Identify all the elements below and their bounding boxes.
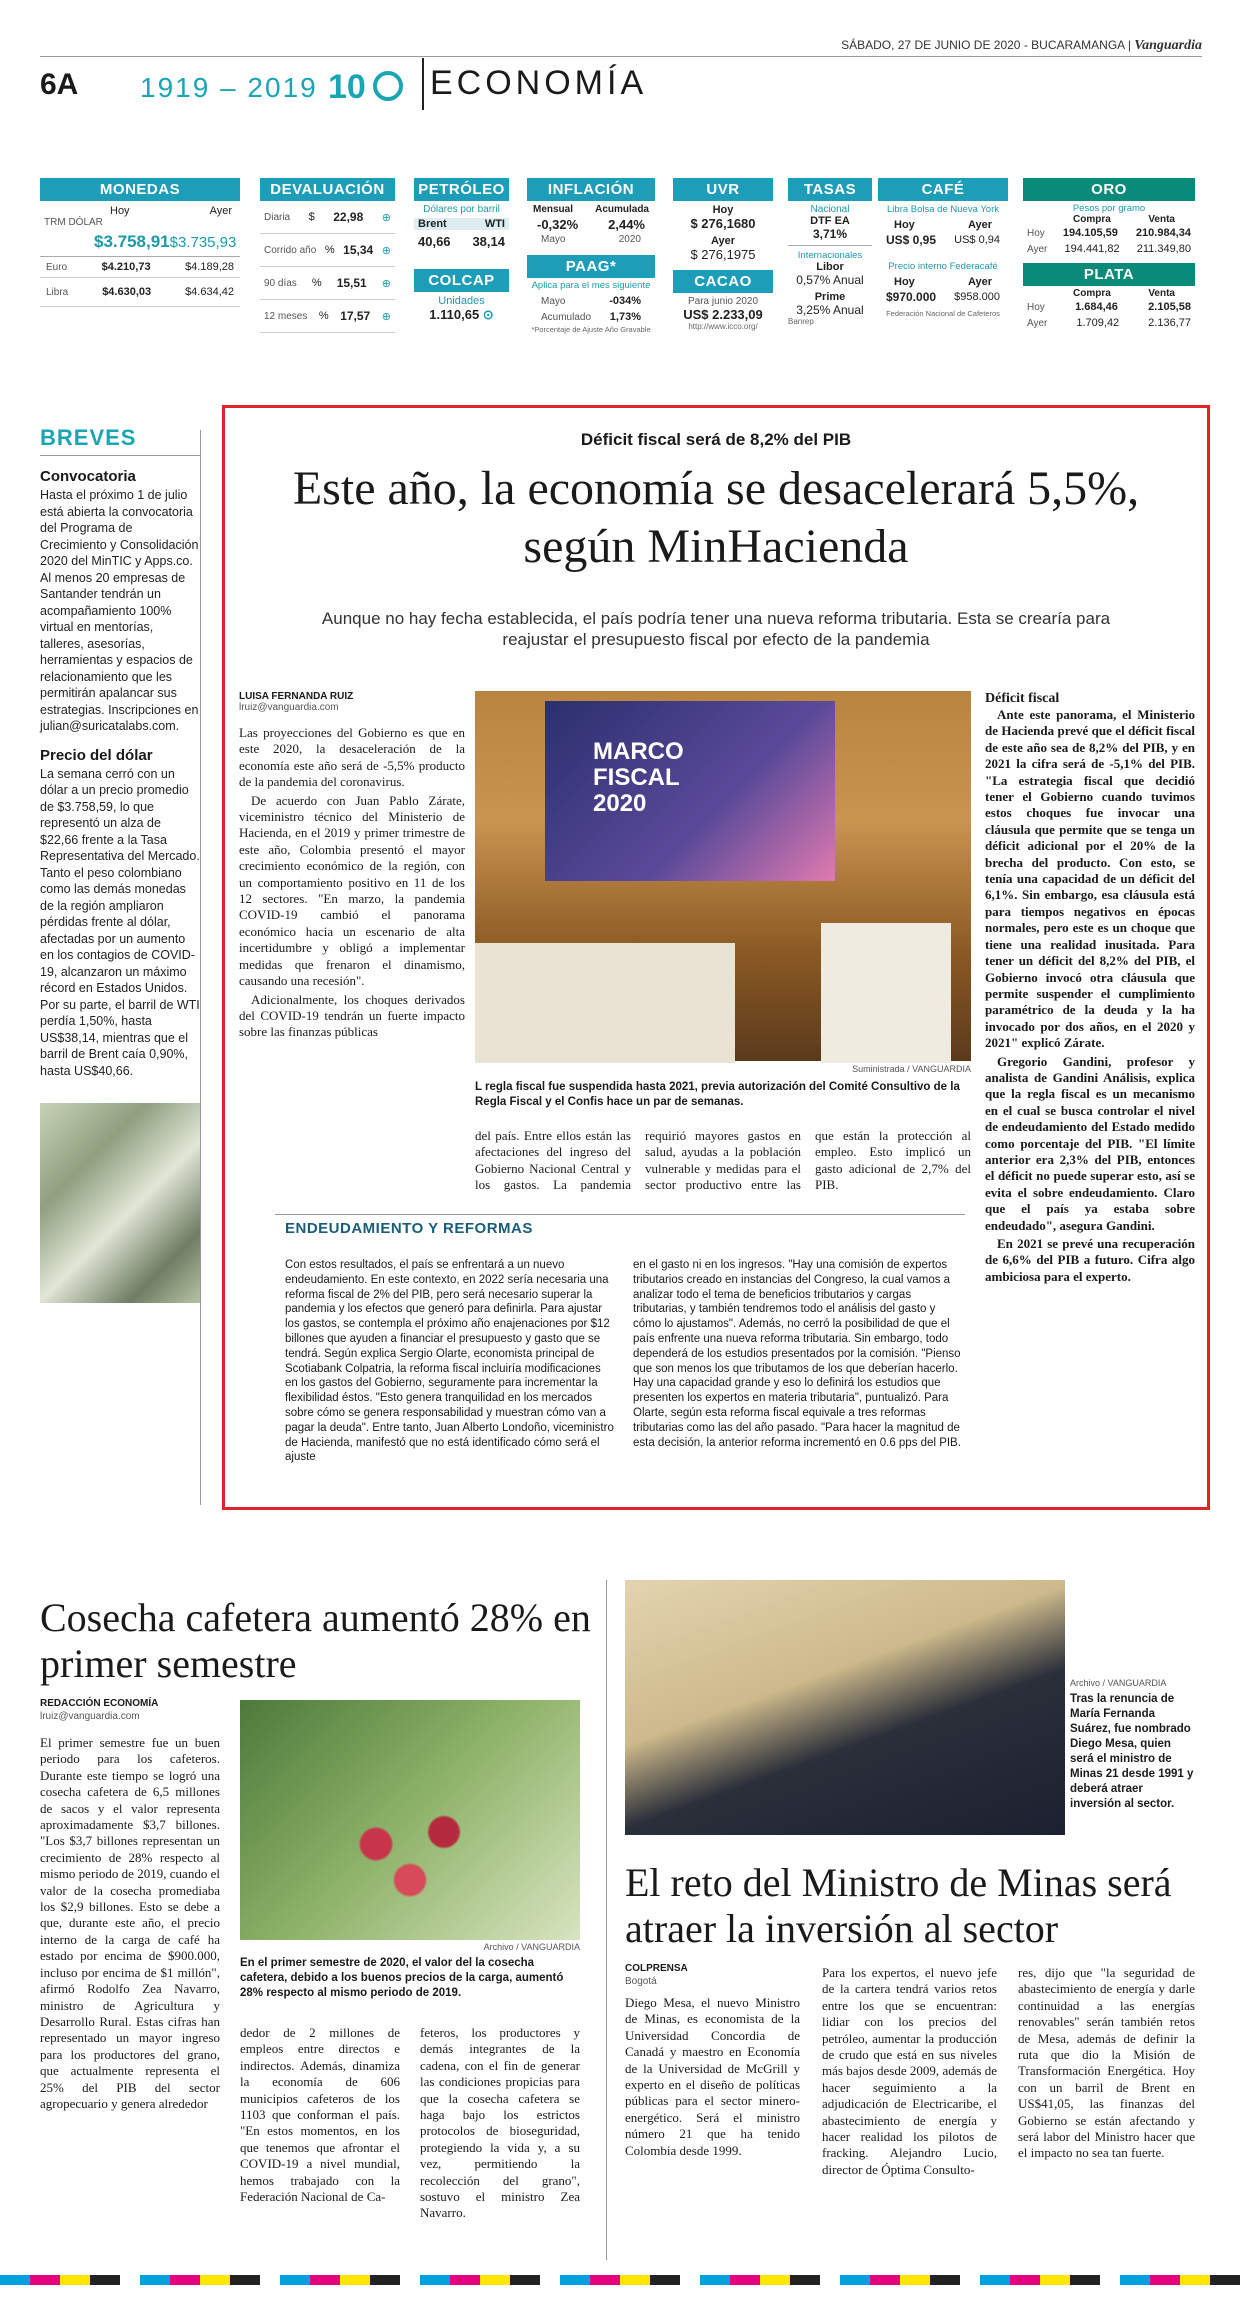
- subsection-col1: Con estos resultados, el país se enfrentará a un nuevo endeudamiento. En este contexto, en 2022 sería necesaria una reforma fiscal de 2% del PIB, pero será necesario superar la pandemia y los efectos que generó para definirla. Para ajustar los gastos, se contempla el próximo año enajenaciones por $12 billones que ayuden a financiar el presupuesto y gasto que se tendrá. Según explica Sergio Olarte, economista principal de Scotiabank Colpatria, la reforma fiscal incluiría modificaciones en los gastos del Gobierno, seguramente para incrementar la flexibilidad éstos. "Esto genera tranquilidad en los mercados sobre cómo se genera responsabilidad y muestran cómo van a pagar la deuda". Entre tanto, Juan Alberto Londoño, viceministro de Hacienda, manifestó que no está identificado cómo será el ajuste: [285, 1259, 614, 1464]
- brand-logo: Vanguardia: [1134, 38, 1202, 53]
- anniversary-logo: [328, 66, 416, 106]
- main-col2-cont: del país. Entre ellos están las afectaciones del ingreso del Gobierno Nacional Central y los gastos. La pandemia requirió mayores gastos en salud, ayudas a la población vulnerable y medidas para el sector productivo entre las que están la protección al empleo. Esto implicó un gasto adicional de 2,7% del PIB.: [475, 1128, 971, 1193]
- uvr-ayer: $ 276,1975: [690, 247, 756, 262]
- minas-place: Bogotá: [625, 1976, 657, 1987]
- libra-ayer: $4.634,42: [185, 286, 234, 298]
- plata-hoy-venta: 2.105,58: [1148, 301, 1191, 313]
- oro-hoy-venta: 210.984,34: [1135, 227, 1191, 239]
- anniversary-years: 1919 – 2019: [140, 72, 318, 103]
- deficit-sidebar: [985, 691, 1195, 1287]
- oro-hoy-compra: 194.105,59: [1062, 227, 1118, 239]
- breves-title: BREVES: [40, 425, 137, 450]
- dateline: SÁBADO, 27 DE JUNIO DE 2020 - BUCARAMANGA | Vanguardia: [841, 38, 1202, 53]
- devaluacion-value: 15,51: [336, 276, 367, 290]
- coffee-photo-credit: Archivo / VANGUARDIA: [483, 1942, 580, 1952]
- coffee-col2: dedor de 2 millones de empleos entre directos e indirectos. Además, dinamiza la economía de 606 municipios cafeteros de los 1103 que conforman el país. "En estos momentos, en los que tenemos que afrontar el COVID-19 a nivel mundial, hemos trabajado con la Federación Nacional de Ca-: [240, 2025, 400, 2205]
- main-col1-body: [239, 725, 465, 1041]
- cacao-value: US$ 2.233,09: [683, 307, 763, 322]
- uvr-header: UVR: [673, 178, 773, 201]
- cacao-sub: Para junio 2020: [687, 296, 759, 307]
- devaluacion-label: 12 meses: [264, 310, 308, 322]
- minas-headline: El reto del Ministro de Minas será atraer la inversión al sector: [625, 1860, 1172, 1951]
- devaluacion-value: 17,57: [340, 309, 371, 323]
- up-arrow-icon: ⊕: [381, 211, 391, 224]
- minas-photo-caption: Tras la renuncia de María Fernanda Suárez, fue nombrado Diego Mesa, quien será el ministro de Minas 21 desde 1991 y deberá atraer inversión al sector.: [1070, 1693, 1194, 1810]
- oro-ayer-venta: 211.349,80: [1136, 243, 1191, 255]
- devaluacion-unit: %: [324, 244, 335, 256]
- main-byline-email: lruiz@vanguardia.com: [239, 702, 339, 713]
- plata-venta-label: Venta: [1148, 288, 1175, 299]
- libra-label: Libra: [46, 286, 69, 298]
- paag-header: PAAG*: [527, 255, 655, 278]
- oro-venta-label: Venta: [1148, 214, 1175, 225]
- market-tasas: [788, 178, 872, 326]
- main-byline: LUISA FERNANDA RUIZ: [239, 691, 354, 702]
- market-uvr: [673, 178, 773, 331]
- section-title: ECONOMÍA: [430, 64, 648, 102]
- speaker-podium: [821, 923, 951, 1063]
- coffee-photo: [240, 1700, 580, 1940]
- libor-value: 0,57% Anual: [796, 273, 864, 287]
- oro-hoy-label: Hoy: [1027, 227, 1045, 239]
- dollar-bills-image: [40, 1103, 200, 1303]
- colcap-header: COLCAP: [414, 269, 509, 292]
- coffee-byline: REDACCIÓN ECONOMÍA: [40, 1698, 159, 1709]
- speaker-table: [475, 943, 735, 1063]
- prime-label: Prime: [814, 291, 846, 303]
- main-col1-p2: De acuerdo con Juan Pablo Zárate, viceministro técnico del Ministerio de Hacienda, en el 2019 y primer trimestre de este año, Colombia presentó el mayor crecimiento económico de la región, con un comportamiento positivo en 11 de los 12 sectores. "En marzo, la pandemia COVID-19 cambió el panorama económico hacia un escenario de alta incertidumbre y obligó a implementar medidas que frenaron el dinamismo, causando una recesión".: [239, 792, 465, 989]
- cafe-ayer-label: Ayer: [967, 219, 992, 231]
- deficit-title: Déficit fiscal: [985, 691, 1060, 706]
- devaluacion-label: Diaria: [264, 211, 291, 223]
- up-arrow-icon: ⊕: [381, 244, 391, 257]
- cafe-fed-hoy: $970.000: [886, 290, 937, 304]
- uvr-ayer-label: Ayer: [710, 235, 736, 247]
- devaluacion-unit: $: [308, 211, 315, 223]
- main-col1: [239, 691, 465, 1043]
- paag-mayo-label: Mayo: [541, 295, 566, 307]
- euro-hoy: $4.210,73: [101, 261, 151, 273]
- main-col1-p3: Adicionalmente, los choques derivados del COVID-19 tendrán un fuerte impacto sobre las finanzas públicas: [239, 991, 465, 1040]
- plata-header: PLATA: [1023, 263, 1195, 286]
- tasas-intl-label: Internacionales: [797, 250, 863, 261]
- main-dek: Aunque no hay fecha establecida, el país podría tener una nueva reforma tributaria. Esta se crearía para reajustar el presupuesto fiscal por efecto de la pandemia: [321, 609, 1111, 649]
- top-rule: [40, 56, 1202, 57]
- main-photo-credit: Suministrada / VANGUARDIA: [852, 1064, 971, 1074]
- trm-label: TRM DÓLAR: [44, 217, 103, 228]
- devaluacion-unit: %: [311, 277, 322, 289]
- breve-dolar-body: La semana cerró con un dólar a un precio promedio de $3.758,59, lo que representó un alza de $22,66 frente a la Tasa Representativa del Mercado. Tanto el peso colombiano como las demás monedas de la región ampliaron pérdidas frente al dólar, afectadas por un aumento en los contagios de COVID-19, alcanzaron un máximo récord en Estados Unidos. Por su parte, el barril de WTI perdía 1,50%, hasta US$38,14, mientras que el barril de Brent caía 0,90%, hasta US$40,66.: [40, 766, 200, 1078]
- deficit-p3: En 2021 se prevé una recuperación de 6,6% del PIB a futuro. Cifra algo ambiciosa para el experto.: [985, 1236, 1195, 1284]
- plata-compra-label: Compra: [1073, 288, 1111, 299]
- monedas-header: MONEDAS: [40, 178, 240, 201]
- main-story-frame: [222, 405, 1210, 1510]
- paag-note: *Porcentaje de Ajuste Año Gravable: [531, 325, 651, 334]
- colcap-value: 1.110,65: [429, 307, 480, 322]
- devaluacion-unit: %: [318, 310, 329, 322]
- devaluacion-label: 90 días: [264, 277, 297, 289]
- minas-col1: Diego Mesa, el nuevo Ministro de Minas, es economista de la Universidad Concordia de Canadá y maestro en Economía de la Universidad de McGrill y experto en el diseño de políticas públicas para el sector minero-energético. Será el ministro número 21 que ha tenido Colombia desde 1999.: [625, 1995, 800, 2158]
- devaluacion-value: 22,98: [333, 210, 364, 224]
- plata-ayer-venta: 2.136,77: [1148, 317, 1191, 329]
- coffee-photo-caption: En el primer semestre de 2020, el valor del la cosecha cafetera, debido a los buenos precios de la carga, aumentó 28% respecto al mismo periodo de 2019.: [240, 1957, 564, 1999]
- market-petroleo: [414, 178, 509, 323]
- inflacion-mensual: -0,32%: [537, 217, 579, 232]
- minas-photo-credit: Archivo / VANGUARDIA: [1070, 1678, 1167, 1688]
- tasas-nacional-label: Nacional: [810, 204, 850, 215]
- up-arrow-icon: ⊕: [381, 310, 391, 323]
- devaluacion-header: DEVALUACIÓN: [260, 178, 395, 201]
- header-divider: [422, 58, 424, 110]
- market-devaluacion: [260, 178, 395, 333]
- story-divider: [606, 1580, 607, 2260]
- petroleo-header: PETRÓLEO: [414, 178, 509, 201]
- wti-label: WTI: [484, 218, 505, 230]
- uvr-hoy: $ 276,1680: [690, 216, 756, 231]
- tasas-source: Banrep: [788, 317, 814, 326]
- devaluacion-row: [260, 267, 395, 300]
- paag-acum: 1,73%: [609, 311, 641, 323]
- minas-col3: res, dijo que "la seguridad de abastecimiento de energía y darle continuidad a las energías renovables" serán también retos de Mesa, además de definir la ruta que dio la Misión de Transformación Energética. Hoy con un barril de Brent en US$41,05, las finanzas del Gobierno se están afectando y será labor del Ministro hacer que el impacto no sea tan fuerte.: [1018, 1965, 1195, 2161]
- minas-col2: Para los expertos, el nuevo jefe de la cartera tendrá varios retos entre los que se encuentran: lidiar con los precios del petróleo, aumentar la producción de crudo que está en sus niveles más bajos desde 2009, además de hacer seguimiento a la adjudicación de Electricaribe, el abastecimiento de energía y hacer realidad los pilotos de fracking. Alejandro Lucio, director de Óptima Consulto-: [822, 1965, 997, 2177]
- down-arrow-icon: ⊙: [482, 307, 494, 322]
- cafe-ayer-label-2: Ayer: [967, 276, 992, 288]
- deficit-body: [985, 707, 1195, 1285]
- breve-convocatoria-title: Convocatoria: [40, 468, 136, 485]
- breve-dolar-title: Precio del dólar: [40, 746, 153, 764]
- market-oro: [1023, 178, 1195, 331]
- slide-title: MARCO FISCAL 2020: [593, 738, 684, 817]
- devaluacion-row: [260, 234, 395, 267]
- breve-convocatoria-body: Hasta el próximo 1 de julio está abierta la convocatoria del Programa de Crecimiento y Consolidación 2020 del MinTIC y Apps.co. Al menos 20 empresas de Santander tendrán un acompañamiento 100% virtual en mentorías, talleres, asesorías, herramientas y espacios de relacionamiento que les permitirán apalancar sus estrategias. Inscripciones en julian@suricatalabs.com.: [40, 488, 199, 733]
- page-number: 6A: [40, 68, 79, 101]
- main-kicker: Déficit fiscal será de 8,2% del PIB: [580, 430, 852, 449]
- inflacion-acumulada: 2,44%: [608, 217, 645, 232]
- brent-label: Brent: [418, 218, 447, 230]
- breves-divider: [200, 430, 201, 1505]
- cafe-hoy-label: Hoy: [894, 219, 915, 231]
- coffee-col3: feteros, los productores y demás integrantes de la cadena, con el fin de generar las condiciones propicias para que la cosecha cafetera se haga bajo los estrictos protocolos de bioseguridad, protegiendo la vida y, a su vez, permitiendo la recolección del grano", sostuvo el ministro Zea Navarro.: [420, 2025, 580, 2221]
- main-headline: Este año, la economía se desacelerará 5,5%, según MinHacienda: [292, 462, 1140, 573]
- dtf-value: 3,71%: [788, 227, 872, 246]
- inflacion-header: INFLACIÓN: [527, 178, 655, 201]
- libor-label: Libor: [816, 261, 844, 273]
- cacao-header: CACAO: [673, 270, 773, 293]
- devaluacion-row: [260, 300, 395, 333]
- oro-ayer-label: Ayer: [1027, 243, 1048, 255]
- market-cafe: [878, 178, 1008, 318]
- euro-label: Euro: [46, 261, 68, 273]
- brent-value: 40,66: [418, 234, 451, 249]
- hoy-label: Hoy: [110, 205, 130, 217]
- cafe-ny-hoy: US$ 0,95: [886, 233, 937, 247]
- ayer-label: Ayer: [209, 205, 232, 217]
- subsection-col2: en el gasto ni en los ingresos. "Hay una comisión de expertos tributarios creado en instancias del Congreso, la cual vamos a analizar todo el tema de beneficios tributarios y cargas tributarias, y también tendremos todo el análisis del gasto y cómo lo ajustamos". Además, no cerró la posibilidad de que el país enfrente una nueva reforma tributaria. Sin embargo, todo dependerá de los estudios presentados por la comisión. "Pienso que son menos los que tributamos de los que deberían hacerlo. Hay una capacidad grande y eso lo definirá los estudios que presenten los expertos en materia tributaria", puntualizó. Para Olarte, según esta reforma fiscal equivale a tres reformas tributarias como las del año pasado. "Para hacer la magnitud de esta decisión, la anterior reforma incrementó en 0.6 pps del PIB.: [633, 1259, 961, 1449]
- breves-column: [40, 425, 200, 1303]
- cafe-hoy-label-2: Hoy: [894, 276, 915, 288]
- print-color-bar: [0, 2275, 1242, 2285]
- acumulada-label: Acumulada: [595, 204, 649, 215]
- marco-fiscal-photo: [475, 691, 971, 1061]
- paag-sub: Aplica para el mes siguiente: [531, 280, 651, 291]
- cafe-fed-label: Precio interno Federacafé: [888, 261, 998, 272]
- cafe-fed-ayer: $958.000: [954, 291, 1000, 303]
- subsection-rule: [275, 1214, 965, 1215]
- euro-ayer: $4.189,28: [185, 261, 234, 273]
- subsection-title: ENDEUDAMIENTO Y REFORMAS: [285, 1220, 533, 1237]
- wti-value: 38,14: [472, 234, 505, 249]
- uvr-hoy-label: Hoy: [712, 204, 734, 216]
- devaluacion-label: Corrido año: [264, 244, 317, 256]
- main-col1-p1: Las proyecciones del Gobierno es que en este 2020, la desaceleración de la economía este año será de -5,5% producto de la pandemia del coronavirus.: [239, 725, 465, 790]
- libra-hoy: $4.630,03: [102, 286, 152, 298]
- mensual-label: Mensual: [533, 204, 574, 215]
- oro-header: ORO: [1023, 178, 1195, 201]
- inflacion-anio: 2020: [618, 234, 641, 245]
- cafe-ny-label: Libra Bolsa de Nueva York: [887, 204, 999, 215]
- trm-ayer: $3.735,93: [169, 233, 237, 251]
- inflacion-mes: Mayo: [541, 234, 566, 245]
- market-inflacion: [527, 178, 655, 334]
- trm-hoy: $3.758,91: [94, 232, 170, 251]
- main-photo-caption: L regla fiscal fue suspendida hasta 2021, previa autorización del Comité Consultivo de la Regla Fiscal y el Confis hace un par de semanas.: [475, 1081, 960, 1108]
- plata-hoy-compra: 1.684,46: [1075, 301, 1118, 313]
- coffee-headline: Cosecha cafetera aumentó 28% en primer semestre: [40, 1595, 591, 1686]
- prime-value: 3,25% Anual: [796, 303, 864, 317]
- minister-photo: [625, 1580, 1065, 1835]
- colcap-sub: Unidades: [438, 295, 485, 307]
- cafe-ny-ayer: US$ 0,94: [954, 234, 1000, 246]
- dtf-label: DTF EA: [810, 215, 850, 227]
- oro-ayer-compra: 194.441,82: [1064, 243, 1120, 255]
- deficit-p2: Gregorio Gandini, profesor y analista de Gandini Análisis, explica que la regla fiscal es un mecanismo en el cual se busca controlar el nivel de endeudamiento del Estado medido como porcentaje del PIB. "El límite anterior era 2,3% del PIB, entonces el déficit no puede superar esto, así se evita el sobre endeudamiento. Claro que el país ya estaba sobre endeudado", asegura Gandini.: [985, 1053, 1195, 1233]
- svg-text:10: 10: [328, 68, 366, 106]
- paag-acum-label: Acumulado: [541, 311, 592, 323]
- market-monedas: [40, 178, 240, 307]
- cafe-header: CAFÉ: [878, 178, 1008, 201]
- plata-hoy-label: Hoy: [1027, 301, 1045, 313]
- up-arrow-icon: ⊕: [381, 277, 391, 290]
- oro-compra-label: Compra: [1073, 214, 1111, 225]
- cafe-source: Federación Nacional de Cafeteros: [886, 309, 1000, 318]
- minas-byline: COLPRENSA: [625, 1963, 688, 1974]
- devaluacion-value: 15,34: [343, 243, 374, 257]
- cacao-source: http://www.icco.org/: [688, 322, 758, 331]
- deficit-p1: Ante este panorama, el Ministerio de Hacienda prevé que el déficit fiscal de este año sea de 8,2% del PIB, y en 2021 la cifra será de -5,1% del PIB. "La estrategia fiscal que decidió tener el Gobierno cuando tuvimos estos choques fue invocar una cláusula que permite que se tenga un déficit adicional por el 20% de la brecha del producto. Con esto, se tenía una capacidad de un déficit del 6,1%. Sin embargo, esa cláusula está para tiempos negativos en épocas normales, pero este es un choque que tiene una realidad inusitada. Para tener un déficit del 8,2% del PIB, el Gobierno invocó otra cláusula que permite suspender el cumplimiento paramétrico de la deuda y la ha invocado por dos años, en el 2020 y 2021" explicó Zárate.: [985, 707, 1195, 1051]
- plata-ayer-compra: 1.709,42: [1076, 317, 1120, 329]
- devaluacion-row: [260, 201, 395, 234]
- petroleo-sub: Dólares por barril: [423, 204, 500, 215]
- oro-sub: Pesos por gramo: [1072, 203, 1146, 214]
- tasas-header: TASAS: [788, 178, 872, 201]
- coffee-byline-email: lruiz@vanguardia.com: [40, 1711, 140, 1722]
- paag-mayo: -034%: [609, 295, 641, 307]
- plata-ayer-label: Ayer: [1027, 317, 1048, 329]
- coffee-col1: El primer semestre fue un buen periodo para los cafeteros. Durante este tiempo se logró una cosecha cafetera de 6,5 millones de sacos y el valor representa aproximadamente $3,7 billones. "Los $3,7 billones representan un crecimiento de 28% respecto al mismo periodo de 2019, cuando el valor de la cosecha promediaba los $2,9 billones. Esto se debe a que, durante este año, el precio interno de la carga de café ha estado por encima de $900.000, incluso por encima de $1 millón", afirmó Rodolfo Zea Navarro, ministro de Agricultura y Desarrollo Rural. Estas cifras han representado un mayor ingreso para los productores del grano, que actualmente representa el 25% del PIB del sector agropecuario y genera alrededor: [40, 1735, 220, 2111]
